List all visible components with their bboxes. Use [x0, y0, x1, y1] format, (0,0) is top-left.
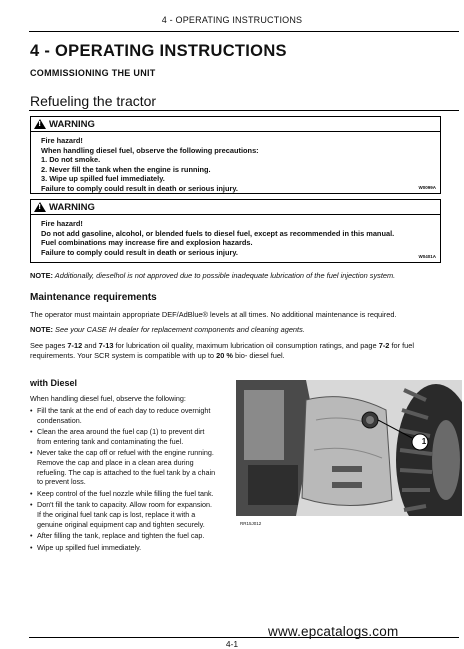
warning-body — [31, 215, 440, 257]
warning-code: W0099A — [418, 185, 436, 190]
warning-line: When handling diesel fuel, observe the following precautions: — [41, 145, 259, 155]
page-reference-link[interactable]: 7-12 — [67, 341, 83, 350]
warning-line: Failure to comply could result in death or serious injury. — [41, 247, 238, 257]
figure-callout-number: 1 — [421, 437, 427, 446]
warning-code: W0401A — [418, 254, 436, 259]
warning-box-fuel-blend — [30, 199, 441, 263]
warning-box-fire-hazard — [30, 116, 441, 194]
page-reference-link[interactable]: 7-2 — [378, 341, 390, 350]
page-reference-link[interactable]: 7-13 — [98, 341, 114, 350]
paragraph-text: for fuel requirements. Your SCR system is compatible with up to — [30, 341, 415, 360]
fuel-requirements-paragraph — [30, 341, 458, 361]
list-item: • Never take the cap off or refuel with the engine running. Remove the cap and place in a clean area during refueling. The cap is attached to the fuel tank by a chain to prevent loss. — [30, 448, 216, 486]
maintenance-paragraph: The operator must maintain appropriate DEF/AdBlue® levels at all times. No additional maintenance is required. — [30, 310, 397, 319]
warning-line: 1. Do not smoke. — [41, 155, 101, 165]
section-title: COMMISSIONING THE UNIT — [30, 68, 156, 78]
list-item: • Wipe up spilled fuel immediately. — [30, 543, 216, 553]
note-text: Additionally, dieselhol is not approved due to possible inadequate lubrication of the fuel injection system. — [53, 271, 396, 280]
running-head: 4 - OPERATING INSTRUCTIONS — [161, 15, 303, 25]
paragraph-text: for lubrication oil quality, maximum lubrication oil consumption ratings, and page — [113, 341, 379, 350]
note-label: NOTE: — [30, 271, 53, 280]
page-number: 4-1 — [225, 639, 239, 649]
subsection-title: Refueling the tractor — [30, 93, 157, 109]
paragraph-text: and — [82, 341, 99, 350]
warning-line: Fire hazard! — [41, 219, 83, 228]
note-dieselhol — [30, 271, 458, 281]
warning-line: Failure to comply could result in death or serious injury. — [41, 183, 238, 193]
note-label: NOTE: — [30, 325, 53, 334]
note-dealer — [30, 325, 458, 335]
fuel-tank-photo — [236, 380, 462, 516]
list-item: • Don't fill the tank to capacity. Allow room for expansion. If the original fuel tank cap is lost, replace it with a genuine original equipment cap and tighten securely. — [30, 500, 216, 529]
paragraph-text: See pages — [30, 341, 68, 350]
watermark: www.epcatalogs.com — [268, 624, 399, 639]
warning-line: Do not add gasoline, alcohol, or blended fuels to diesel fuel, except as recommended in this manual. — [41, 228, 395, 238]
diesel-precautions-list — [30, 406, 216, 554]
warning-line: 3. Wipe up spilled fuel immediately. — [41, 174, 165, 184]
maintenance-title: Maintenance requirements — [30, 292, 157, 303]
list-item: • Keep control of the fuel nozzle while filling the fuel tank. — [30, 489, 216, 499]
warning-label: WARNING — [49, 201, 95, 213]
diesel-title: with Diesel — [30, 378, 78, 388]
warning-line: Fuel combinations may increase fire and explosion hazards. — [41, 238, 253, 248]
warning-header — [31, 117, 440, 132]
warning-body — [31, 132, 440, 194]
subsection-rule — [29, 110, 459, 111]
warning-line: Fire hazard! — [41, 136, 83, 145]
biodiesel-percentage: 20 % — [216, 351, 233, 360]
warning-triangle-icon — [34, 202, 46, 212]
diesel-intro: When handling diesel fuel, observe the following: — [30, 394, 186, 403]
list-item: • Clean the area around the fuel cap (1) to prevent dirt from entering tank and contaminating the fuel. — [30, 427, 216, 446]
warning-label: WARNING — [49, 118, 95, 130]
header-rule — [29, 31, 459, 32]
note-text: See your CASE IH dealer for replacement components and cleaning agents. — [53, 325, 305, 334]
warning-header — [31, 200, 440, 215]
paragraph-text: bio- diesel fuel. — [232, 351, 285, 360]
warning-triangle-icon — [34, 119, 46, 129]
chapter-title: 4 - OPERATING INSTRUCTIONS — [30, 42, 287, 60]
list-item: • Fill the tank at the end of each day to reduce overnight condensation. — [30, 406, 216, 425]
figure-code: RR15J012 — [240, 521, 262, 526]
warning-line: 2. Never fill the tank when the engine is running. — [41, 164, 211, 174]
list-item: • After filling the tank, replace and tighten the fuel cap. — [30, 531, 216, 541]
